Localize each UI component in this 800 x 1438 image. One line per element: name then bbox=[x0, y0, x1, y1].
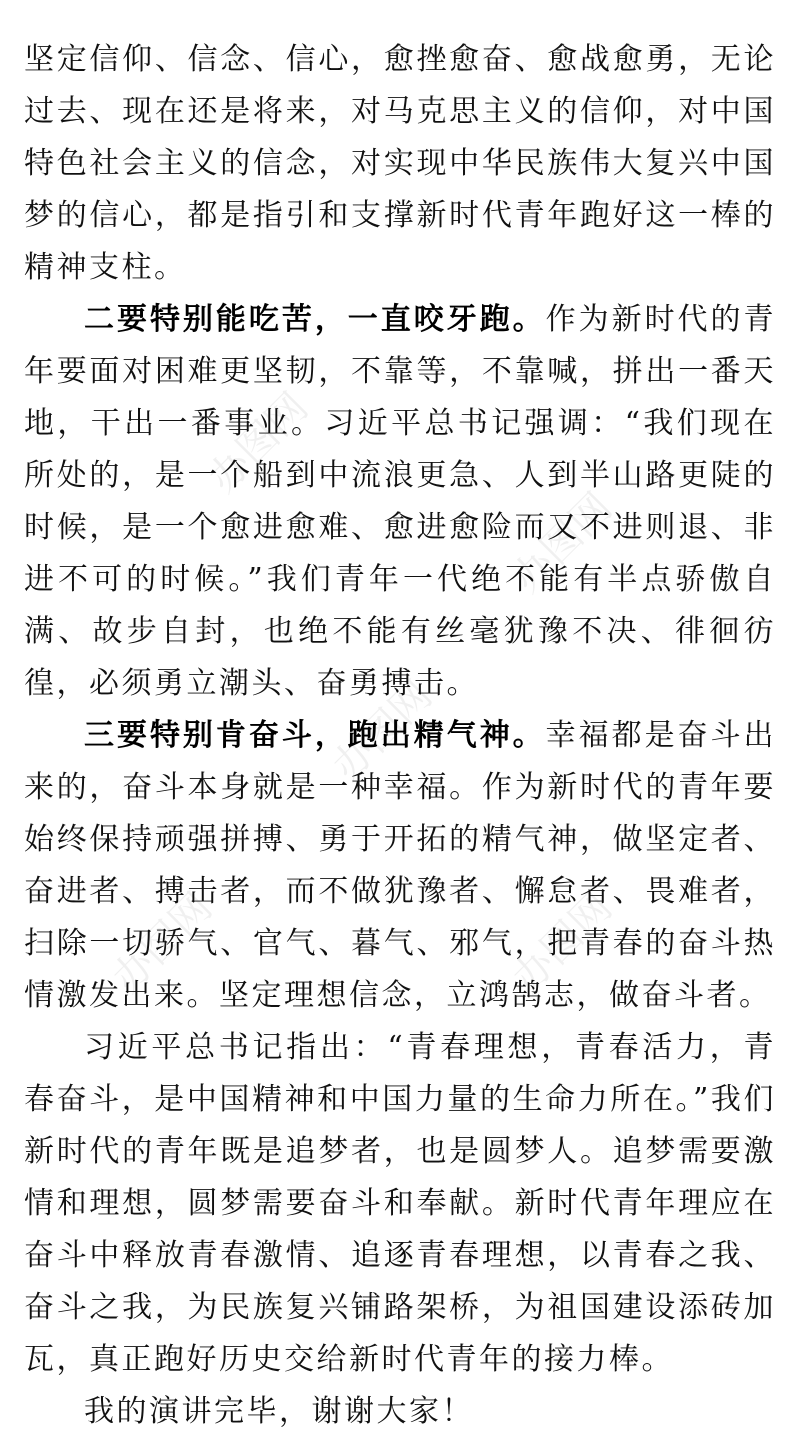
paragraph-point-three bbox=[24, 710, 776, 1022]
paragraph-text: 我的演讲完毕，谢谢大家！ bbox=[84, 1394, 474, 1429]
watermark-text: 办图网 bbox=[103, 884, 222, 1002]
paragraph-point-two bbox=[24, 294, 776, 710]
paragraph-text: 习近平总书记指出：“青春理想，青春活力，青春奋斗，是中国精神和中国力量的生命力所在。”我们新时代的青年既是追梦者，也是圆梦人。追梦需要激情和理想，圆梦需要奋斗和奉献。新时代青年理应在奋斗中释放青春激情、追逐青春理想，以青春之我、奋斗之我，为民族复兴铺路架桥，为祖国建设添砖加瓦，真正跑好历史交给新时代青年的接力棒。 bbox=[24, 1030, 776, 1377]
paragraph-heading: 二要特别能吃苦，一直咬牙跑。 bbox=[84, 302, 546, 337]
paragraph-quote bbox=[24, 1022, 776, 1386]
watermark-text: 办图网 bbox=[503, 484, 622, 602]
paragraph-closing bbox=[24, 1386, 776, 1438]
paragraph-continuation bbox=[24, 34, 776, 294]
paragraph-text: 幸福都是奋斗出来的，奋斗本身就是一种幸福。作为新时代的青年要始终保持顽强拼搏、勇于开拓的精气神，做坚定者、奋进者、搏击者，而不做犹豫者、懈怠者、畏难者，扫除一切骄气、官气、暮气、邪气，把青春的奋斗热情激发出来。坚定理想信念，立鸿鹄志，做奋斗者。 bbox=[24, 718, 777, 1013]
paragraph-text: 作为新时代的青年要面对困难更坚韧，不靠等，不靠喊，拼出一番天地，干出一番事业。习近平总书记强调：“我们现在所处的，是一个船到中流浪更急、人到半山路更陡的时候，是一个愈进愈难、愈进愈险而又不进则退、非进不可的时候。”我们青年一代绝不能有半点骄傲自满、故步自封，也绝不能有丝毫犹豫不决、徘徊彷徨，必须勇立潮头、奋勇搏击。 bbox=[24, 302, 777, 701]
watermark-text: 办图网 bbox=[323, 672, 442, 790]
watermark-text: 办图网 bbox=[199, 384, 318, 502]
paragraph-text: 坚定信仰、信念、信心，愈挫愈奋、愈战愈勇，无论过去、现在还是将来，对马克思主义的信仰，对中国特色社会主义的信念，对实现中华民族伟大复兴中国梦的信心，都是指引和支撑新时代青年跑好这一棒的精神支柱。 bbox=[24, 42, 776, 285]
watermark-text: 办图网 bbox=[503, 884, 622, 1002]
paragraph-heading: 三要特别肯奋斗，跑出精气神。 bbox=[84, 718, 546, 753]
document-body bbox=[24, 34, 776, 1438]
